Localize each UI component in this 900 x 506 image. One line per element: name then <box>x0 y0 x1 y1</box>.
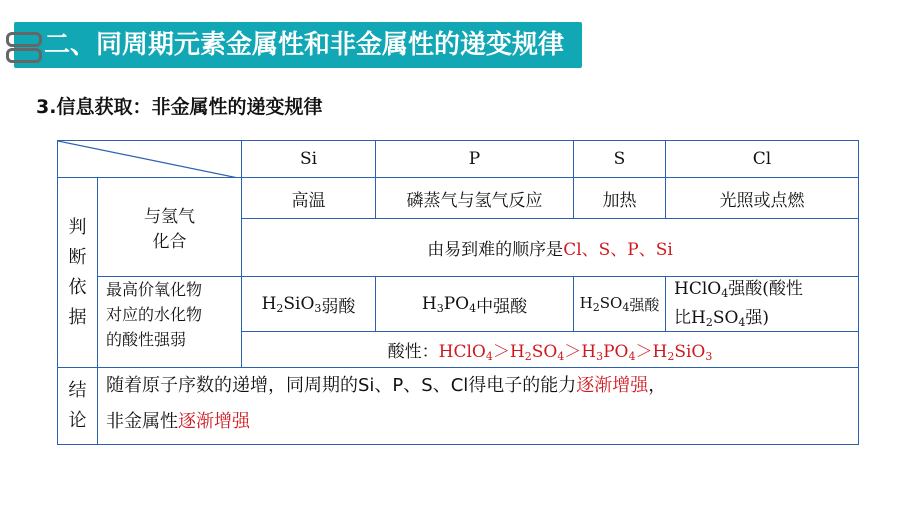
hydrogen-si: 高温 <box>241 177 376 219</box>
conclusion-text: 随着原子序数的递增，同周期的Si、P、S、Cl得电子的能力逐渐增强， 非金属性逐渐增强 <box>97 367 859 445</box>
acid-si: $H_2SiO_3$ 弱酸 <box>241 276 376 332</box>
binder-ring-icon <box>6 32 42 47</box>
acidity-order: 酸性： $HClO_4>H_2SO_4>H_3PO_4>H_2SiO_3$ <box>241 331 859 368</box>
acid-s: $H_2SO_4$ 强酸 <box>573 276 666 332</box>
acid-cl: HClO$_4$强酸(酸性 比$H_2SO_4$强) <box>665 276 859 332</box>
acid-p-formula: $H_3PO_4$ <box>421 293 477 315</box>
oxide-label: 最高价氧化物 对应的水化物 的酸性强弱 <box>97 276 242 368</box>
acid-si-formula: $H_2SiO_3$ <box>261 293 322 315</box>
diagonal-line <box>58 141 243 179</box>
hydrogen-label: 与氢气 化合 <box>97 177 242 277</box>
header-s: S <box>573 140 666 178</box>
binder-ring-icon <box>6 48 42 63</box>
header-si: Si <box>241 140 376 178</box>
conclusion-label: 结 论 <box>57 367 98 445</box>
property-table <box>57 140 859 445</box>
acid-cl-formula: HClO$_4$ <box>674 279 729 300</box>
hydrogen-p: 磷蒸气与氢气反应 <box>375 177 574 219</box>
hydrogen-order: 由易到难的顺序是 Cl、S、P、Si <box>241 218 859 277</box>
section-banner <box>14 22 582 68</box>
header-cl: Cl <box>665 140 859 178</box>
judge-basis-label: 判 断 依 据 <box>57 177 98 368</box>
acid-s-formula: $H_2SO_4$ <box>579 294 630 314</box>
acidity-order-value: $HClO_4>H_2SO_4>H_3PO_4>H_2SiO_3$ <box>438 341 713 363</box>
corner-cell <box>57 140 242 178</box>
header-p: P <box>375 140 574 178</box>
hydrogen-cl: 光照或点燃 <box>665 177 859 219</box>
acid-p: $H_3PO_4$ 中强酸 <box>375 276 574 332</box>
hydrogen-s: 加热 <box>573 177 666 219</box>
subtitle: 3.信息获取：非金属性的递变规律 <box>36 96 323 118</box>
section-title: 二、同周期元素金属性和非金属性的递变规律 <box>44 30 565 60</box>
